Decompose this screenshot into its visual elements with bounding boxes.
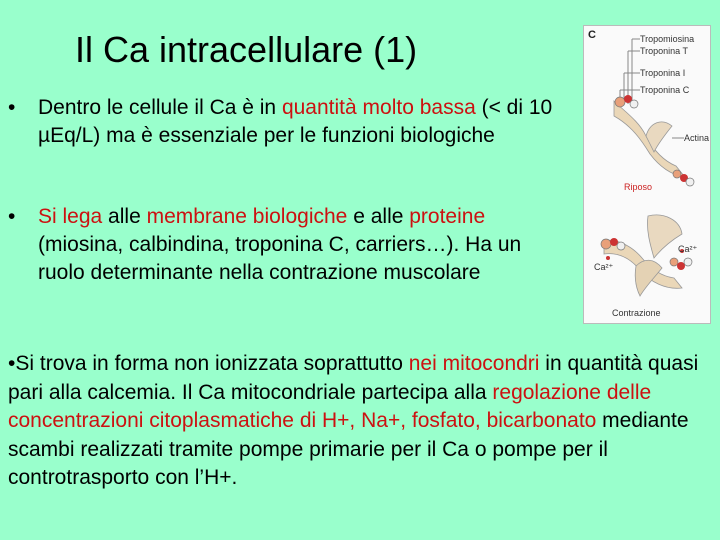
label-contrazione: Contrazione: [612, 308, 661, 318]
label-troponina-i: Troponina I: [640, 68, 686, 78]
bullet-marker: •: [8, 205, 16, 228]
bullet-3: •Si trova in forma non ionizzata soprattutto nei mitocondri in quantità quasi pari alla calcemia. Il Ca mitocondriale partecipa alla regolazione delle concentrazioni citoplasmatiche di H+, Na+, fosfato, bicarbonato mediante scambi realizzati tramite pompe primarie per il Ca o pompe per il controtrasporto con l’H+.: [8, 352, 699, 489]
bullet-2: [8, 203, 568, 287]
label-troponina-t: Troponina T: [640, 46, 689, 56]
figure-panel-label: C: [588, 29, 596, 41]
label-actina: Actina: [684, 133, 710, 143]
label-ca-left: Ca²⁺: [594, 262, 614, 272]
bullet-1: [8, 94, 583, 150]
label-ca-right: Ca²⁺: [678, 244, 698, 254]
bullet-marker: •: [8, 96, 16, 119]
slide-title: Il Ca intracellulare (1): [75, 29, 418, 70]
label-troponina-c: Troponina C: [640, 85, 690, 95]
bullet-marker: •: [8, 352, 16, 375]
label-tropomiosina: Tropomiosina: [640, 34, 695, 44]
label-riposo: Riposo: [624, 182, 653, 192]
bullet-1-text: Dentro le cellule il Ca è in quantità molto bassa (< di 10 µEq/L) ma è essenziale per le funzioni biologiche: [38, 96, 553, 147]
troponin-figure: [583, 25, 711, 324]
bullet-2-text: Si lega alle membrane biologiche e alle proteine (miosina, calbindina, troponina C, carriers…). Ha un ruolo determinante nella contrazione muscolare: [38, 205, 522, 284]
